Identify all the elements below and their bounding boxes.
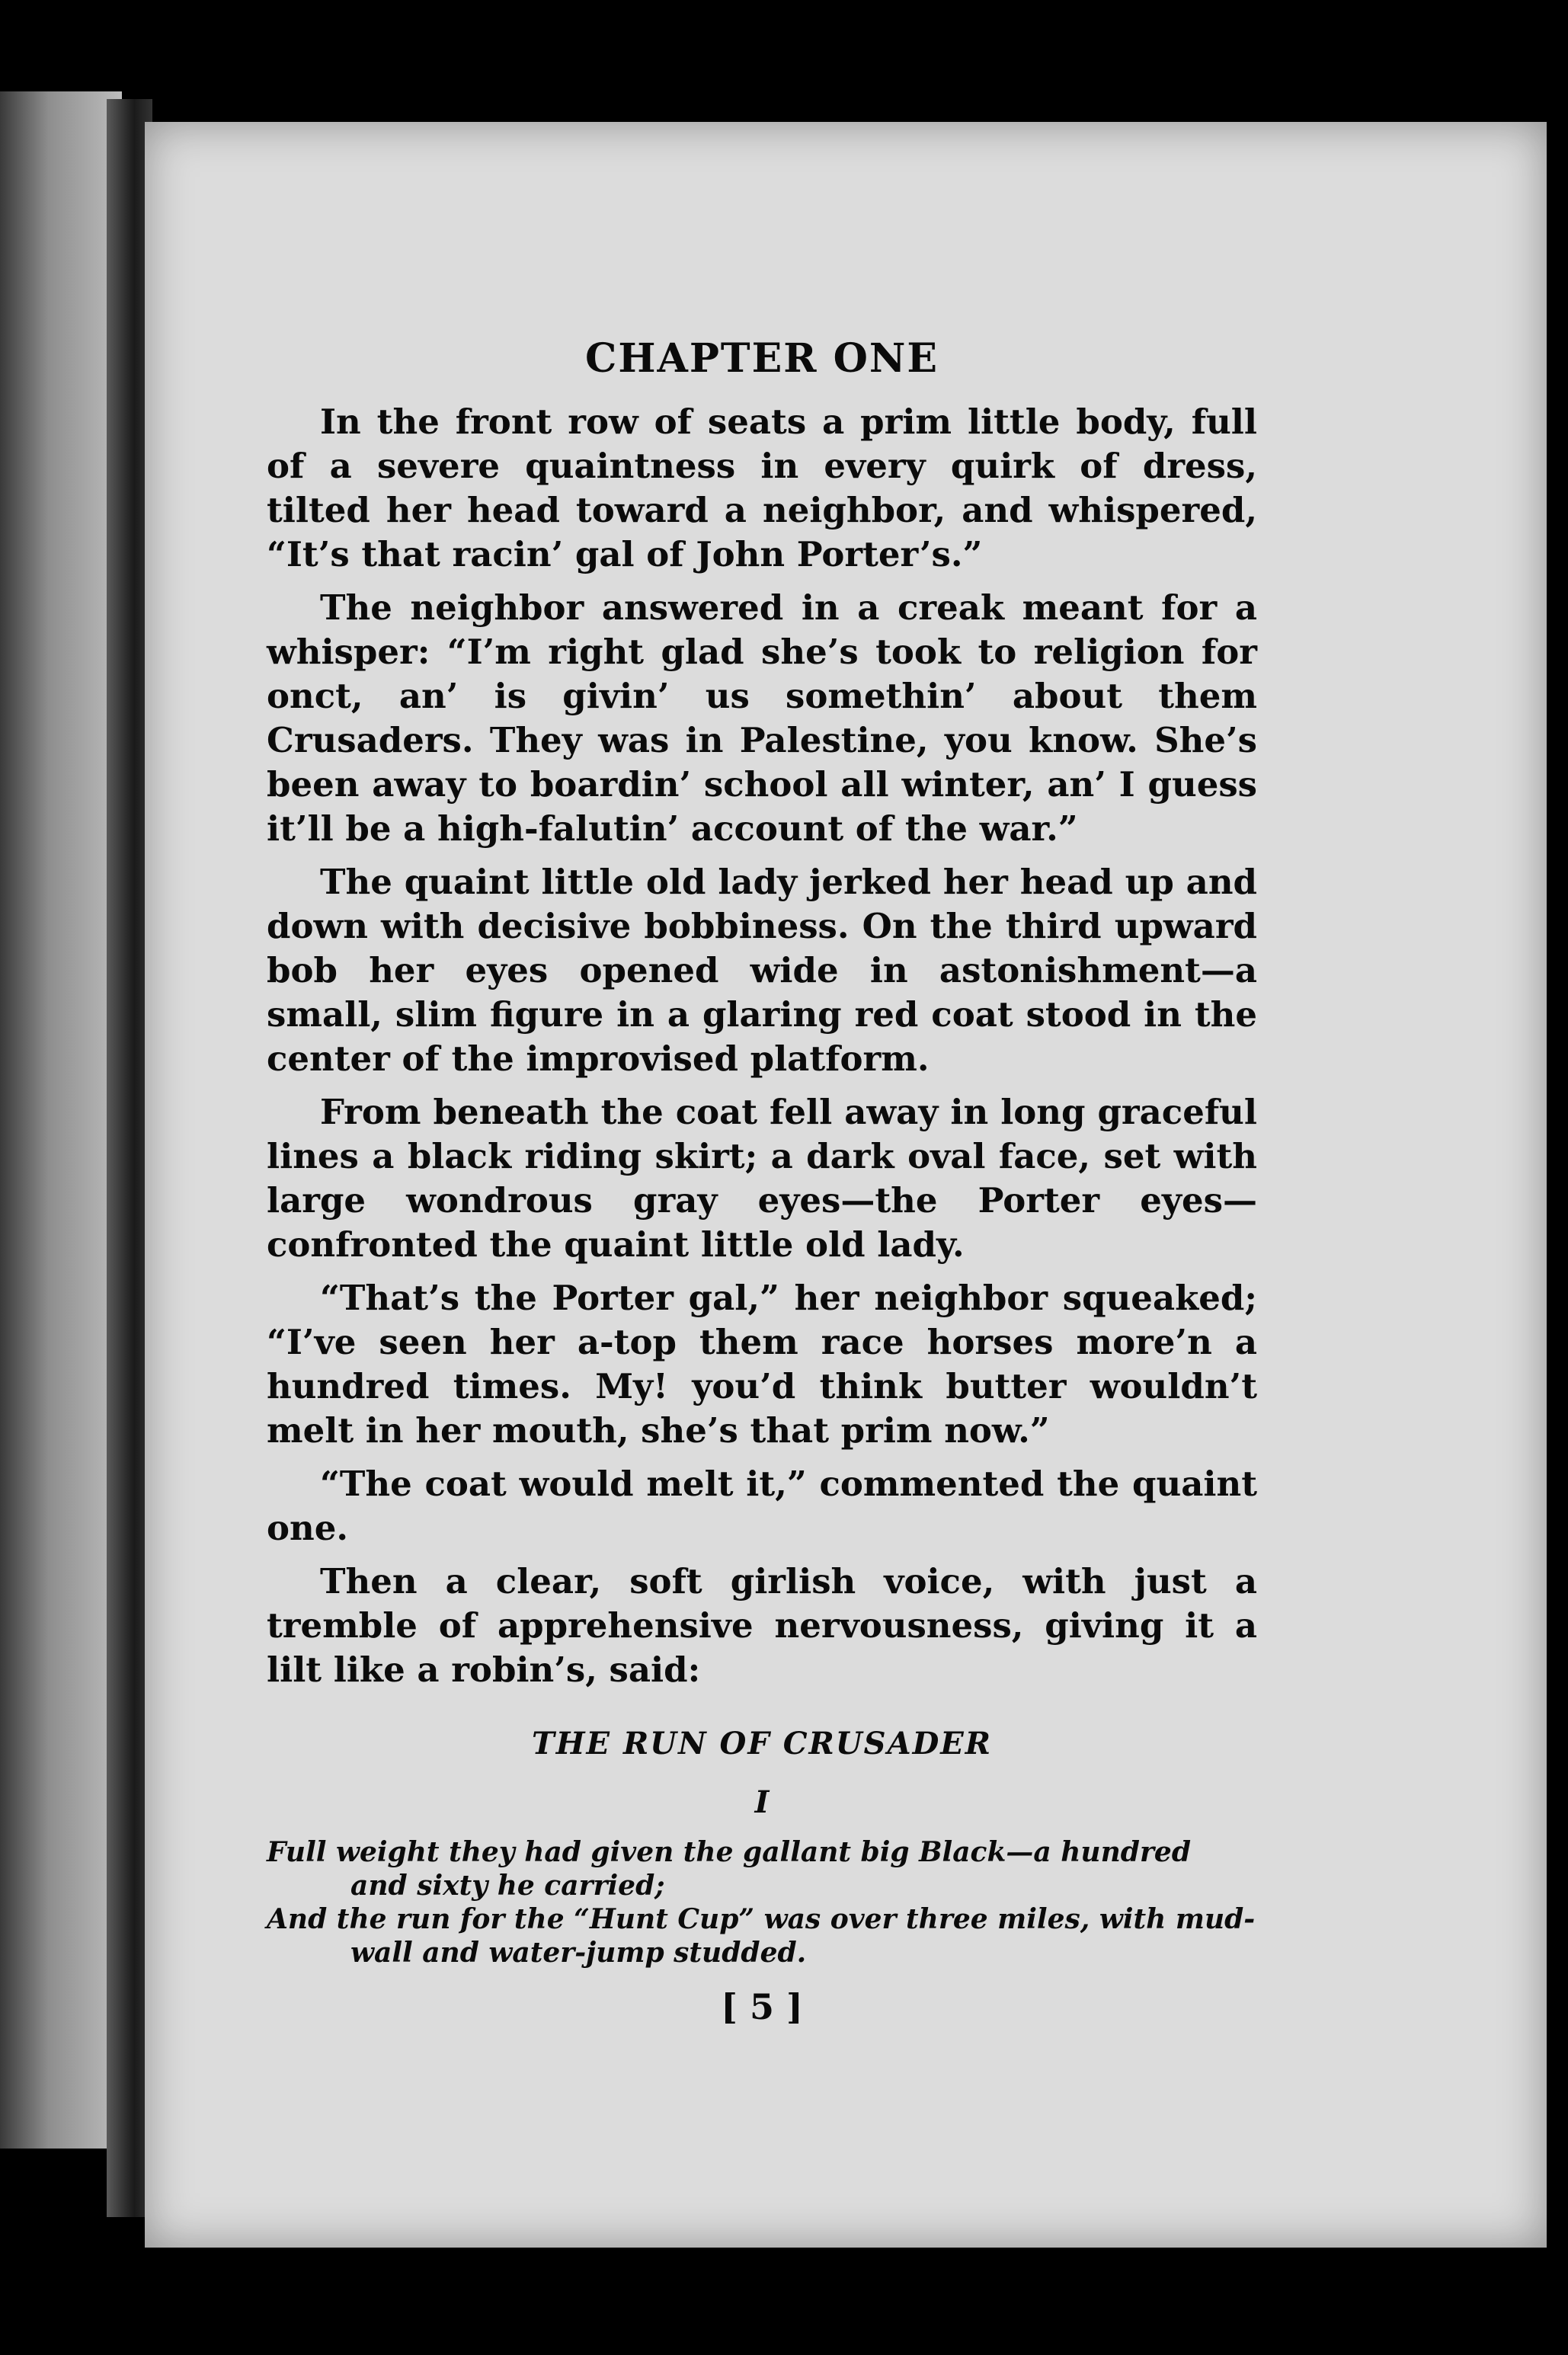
chapter-title: CHAPTER ONE [584, 335, 939, 382]
poem-title: THE RUN OF CRUSADER [531, 1726, 993, 1761]
paragraph: “The coat would melt it,” commented the quaint one. [267, 1464, 1257, 1548]
paragraph: The neighbor answered in a creak meant for a whisper: “I’m right glad she’s took to religion for onct, an’ is givin’ us somethin’ about them Crusaders. They was in Palestine, you know. She’s been away to boardin’ school all winter, an’ I guess it’ll be a high-falutin’ account of the war.” [267, 587, 1257, 849]
verse-line: Full weight they had given the gallant big Black—a hundred and sixty he carried; [267, 1836, 1191, 1902]
verse-line: And the run for the “Hunt Cup” was over three miles, with mud-wall and water-jump studded. [267, 1903, 1256, 1969]
paragraph: From beneath the coat fell away in long graceful lines a black riding skirt; a dark oval face, set with large wondrous gray eyes—the Porter eyes—confronted the quaint little old lady. [267, 1092, 1257, 1265]
stanza-number: I [754, 1784, 770, 1820]
page-number: [ 5 ] [721, 1986, 803, 2027]
paragraph: Then a clear, soft girlish voice, with just a tremble of apprehensive nervousness, giving it a lilt like a robin’s, said: [267, 1561, 1257, 1690]
paragraph: The quaint little old lady jerked her head up and down with decisive bobbiness. On the third upward bob her eyes opened wide in astonishment—a small, slim figure in a glaring red coat stood in the center of the improvised platform. [267, 862, 1257, 1079]
paragraph: In the front row of seats a prim little body, full of a severe quaintness in every quirk of dress, tilted her head toward a neighbor, and whispered, “It’s that racin’ gal of John Porter’s.” [267, 402, 1257, 574]
paragraph: “That’s the Porter gal,” her neighbor squeaked; “I’ve seen her a-top them race horses more’n a hundred times. My! you’d think butter wouldn’t melt in her mouth, she’s that prim now.” [267, 1278, 1257, 1451]
facing-page-edge [0, 91, 122, 2149]
page-text [267, 335, 1257, 2027]
